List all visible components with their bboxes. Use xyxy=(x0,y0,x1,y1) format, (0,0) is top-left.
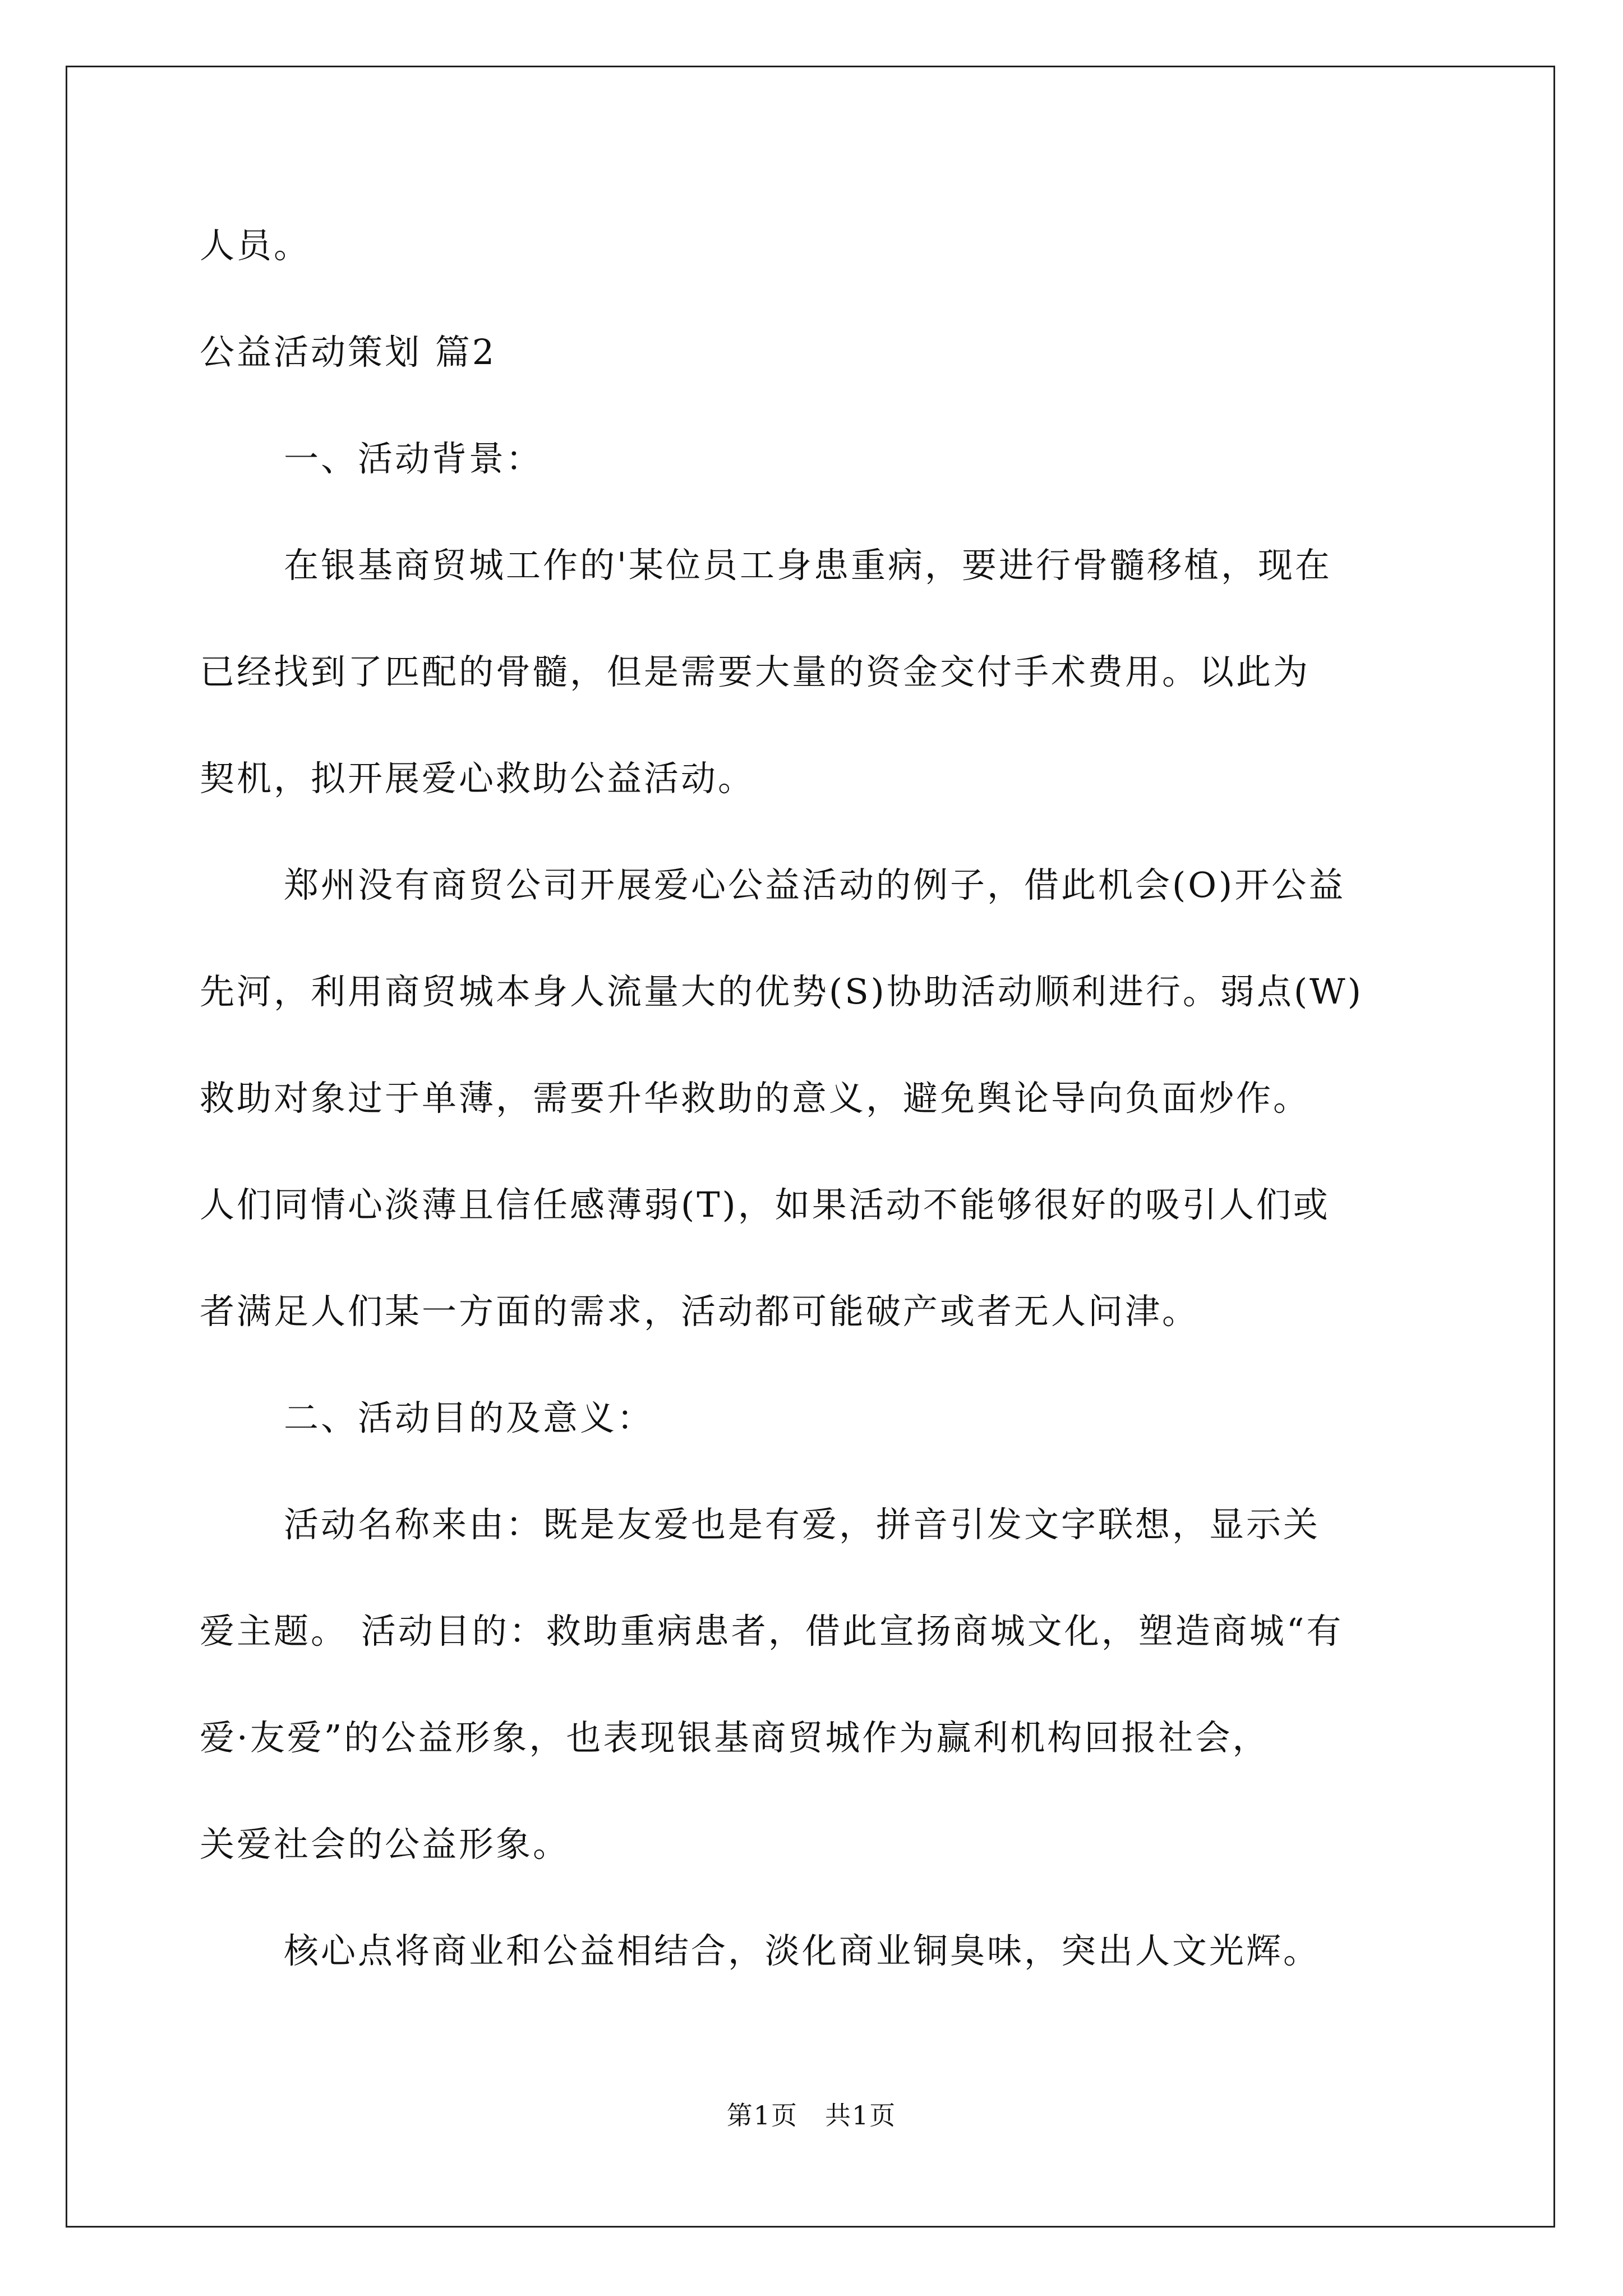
paragraph-line: 契机，拟开展爱心救助公益活动。 xyxy=(200,758,755,799)
paragraph-line: 者满足人们某一方面的需求，活动都可能破产或者无人问津。 xyxy=(200,1291,1200,1332)
paragraph-line: 救助对象过于单薄，需要升华救助的意义，避免舆论导向负面炒作。 xyxy=(200,1078,1311,1119)
paragraph-line: 爱主题。 活动目的：救助重病患者，借此宣扬商城文化，塑造商城“有 xyxy=(200,1611,1344,1651)
paragraph-line: 核心点将商业和公益相结合，淡化商业铜臭味，突出人文光辉。 xyxy=(284,1930,1321,1971)
paragraph-line: 郑州没有商贸公司开展爱心公益活动的例子，借此机会(O)开公益 xyxy=(284,864,1346,905)
paragraph-line: 人员。 xyxy=(200,225,311,266)
paragraph-line: 人们同情心淡薄且信任感薄弱(T)，如果活动不能够很好的吸引人们或 xyxy=(200,1184,1330,1225)
section-title: 公益活动策划 篇2 xyxy=(200,332,497,372)
heading-background: 一、活动背景： xyxy=(284,438,543,479)
heading-purpose: 二、活动目的及意义： xyxy=(284,1397,654,1438)
paragraph-line: 在银基商贸城工作的'某位员工身患重病，要进行骨髓移植，现在 xyxy=(284,545,1332,586)
paragraph-line: 活动名称来由：既是友爱也是有爱，拼音引发文字联想，显示关 xyxy=(284,1504,1321,1545)
paragraph-line: 爱·友爱”的公益形象，也表现银基商贸城作为赢利机构回报社会， xyxy=(200,1717,1270,1758)
paragraph-line: 关爱社会的公益形象。 xyxy=(200,1824,570,1865)
paragraph-line: 已经找到了匹配的骨髓，但是需要大量的资金交付手术费用。以此为 xyxy=(200,651,1311,692)
document-body xyxy=(200,218,1422,1979)
paragraph-line: 先河，利用商贸城本身人流量大的优势(S)协助活动顺利进行。弱点(W) xyxy=(200,971,1363,1012)
page-footer: 第1页 共1页 xyxy=(726,2100,897,2131)
